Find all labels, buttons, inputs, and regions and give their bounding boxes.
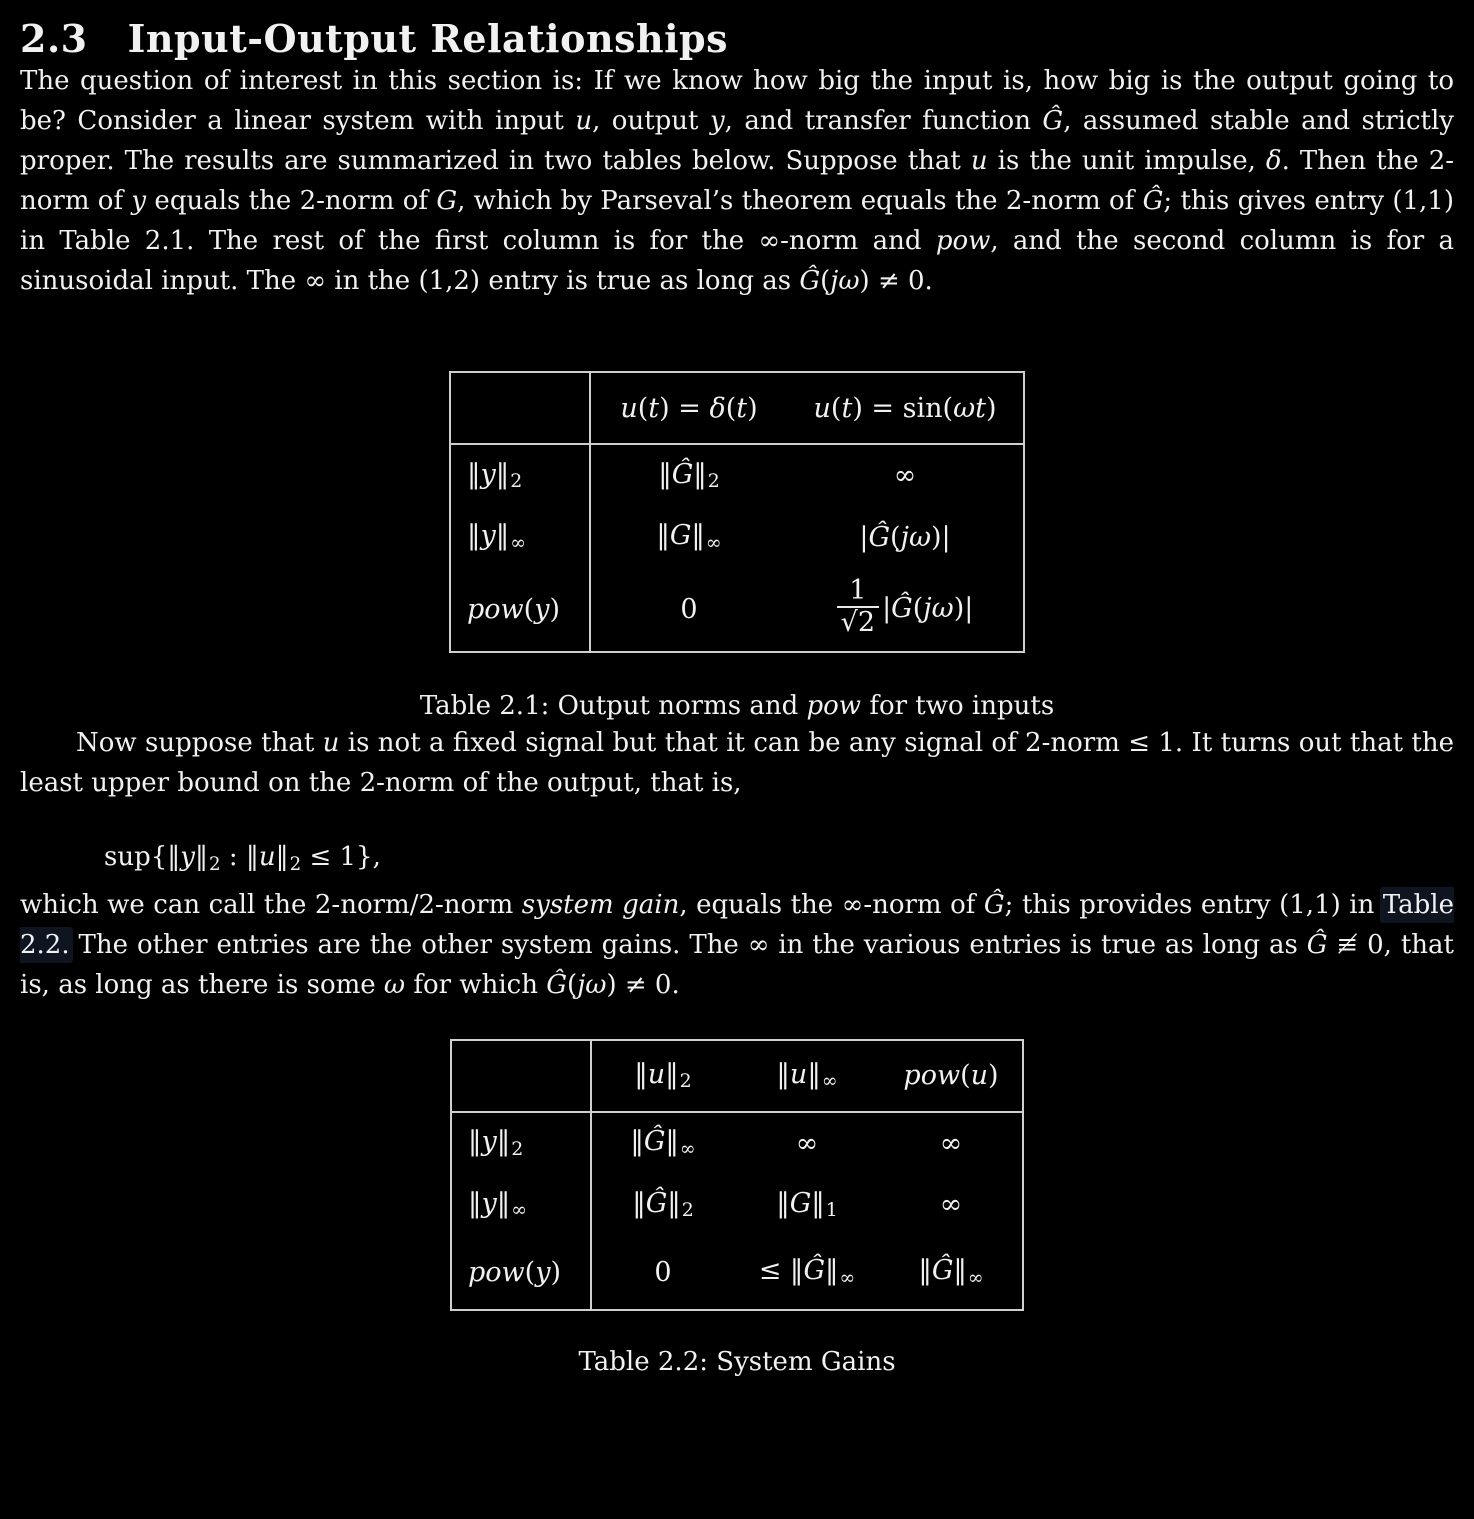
table-cell: ∞ (939, 1127, 963, 1159)
table-row (450, 568, 1024, 652)
row-label: ‖y‖2 (451, 1112, 591, 1174)
table-2-2-link[interactable]: Table 2.2. (20, 889, 1454, 960)
table-cell: ‖Ĝ‖∞ (918, 1255, 984, 1289)
row-label: ‖y‖∞ (450, 506, 590, 568)
table-row (450, 506, 1024, 568)
paragraph-suppose: Now suppose that u is not a fixed signal but that it can be any signal of 2-norm ≤ 1. It turns out that the least upper bound on the 2-norm of the output, that is, (20, 728, 1454, 798)
column-header: ‖u‖∞ (734, 1040, 880, 1112)
table-cell: ‖G‖1 (776, 1187, 838, 1222)
display-formula: sup{‖y‖2 : ‖u‖2 ≤ 1}, (104, 842, 381, 875)
row-label: ‖y‖∞ (451, 1174, 591, 1236)
table-2-1 (449, 371, 1025, 653)
table-row (450, 444, 1024, 506)
table-2-1-header-row (450, 372, 1024, 444)
paragraph-system-gain: which we can call the 2-norm/2-norm system gain, equals the ∞-norm of Ĝ; this provides entry (1,1) in Table 2.2. The other entries are the other system gains. The ∞ in the various entries is true as long as Ĝ ≢ 0, that is, as long as there is some ω for which Ĝ(jω) ≠ 0. (20, 889, 1455, 1000)
table-cell: ‖Ĝ‖2 (658, 458, 720, 493)
table-cell: ∞ (893, 460, 917, 491)
row-label: pow(y) (450, 568, 590, 652)
table-row (451, 1112, 1023, 1174)
column-header: u(t) = δ(t) (590, 372, 787, 444)
section-number: 2.3 (20, 16, 88, 61)
section-heading (20, 14, 1454, 61)
row-label: pow(y) (451, 1236, 591, 1310)
table-cell: ≤ ‖Ĝ‖∞ (758, 1255, 856, 1289)
table-cell: 0 (680, 594, 698, 625)
table-2-2-header-row (451, 1040, 1023, 1112)
table-cell: ‖G‖∞ (656, 520, 722, 554)
table-cell: ∞ (939, 1189, 963, 1221)
section-title: Input-Output Relationships (127, 16, 729, 61)
column-header: pow(u) (880, 1040, 1023, 1112)
table-cell: $\frac{1}{√2}$ |Ĝ(jω)| (787, 568, 1024, 652)
table-row (451, 1174, 1023, 1236)
table-2-2-caption: Table 2.2: System Gains (578, 1346, 896, 1377)
corner-cell (450, 372, 590, 444)
table-cell: 0 (654, 1256, 672, 1288)
table-cell: ‖Ĝ‖∞ (630, 1126, 696, 1160)
column-header: u(t) = sin(ωt) (787, 372, 1024, 444)
paragraph-intro: The question of interest in this section is: If we know how big the input is, how big is the output going to be? Consider a linear system with input u, output y, and transfer function Ĝ, assumed stable and strictly proper. The results are summarized in two tables below. Suppose that u is the unit impulse, δ. Then the 2-norm of y equals the 2-norm of G, which by Parseval’s theorem equals the 2-norm of Ĝ; this gives entry (1,1) in Table 2.1. The rest of the first column is for the ∞-norm and pow, and the second column is for a sinusoidal input. The ∞ in the (1,2) entry is true as long as Ĝ(jω) ≠ 0. (20, 66, 1455, 296)
table-cell: |Ĝ(jω)| (859, 521, 951, 553)
corner-cell (451, 1040, 591, 1112)
table-2-2 (450, 1039, 1024, 1311)
row-label: ‖y‖2 (450, 444, 590, 506)
table-cell: ∞ (795, 1127, 819, 1159)
table-row (451, 1236, 1023, 1310)
column-header: ‖u‖2 (591, 1040, 734, 1112)
fraction: $\frac{1}{√2}$ (837, 576, 879, 637)
table-2-1-caption: Table 2.1: Output norms and pow for two inputs (419, 691, 1055, 721)
table-cell: ‖Ĝ‖2 (632, 1187, 694, 1222)
